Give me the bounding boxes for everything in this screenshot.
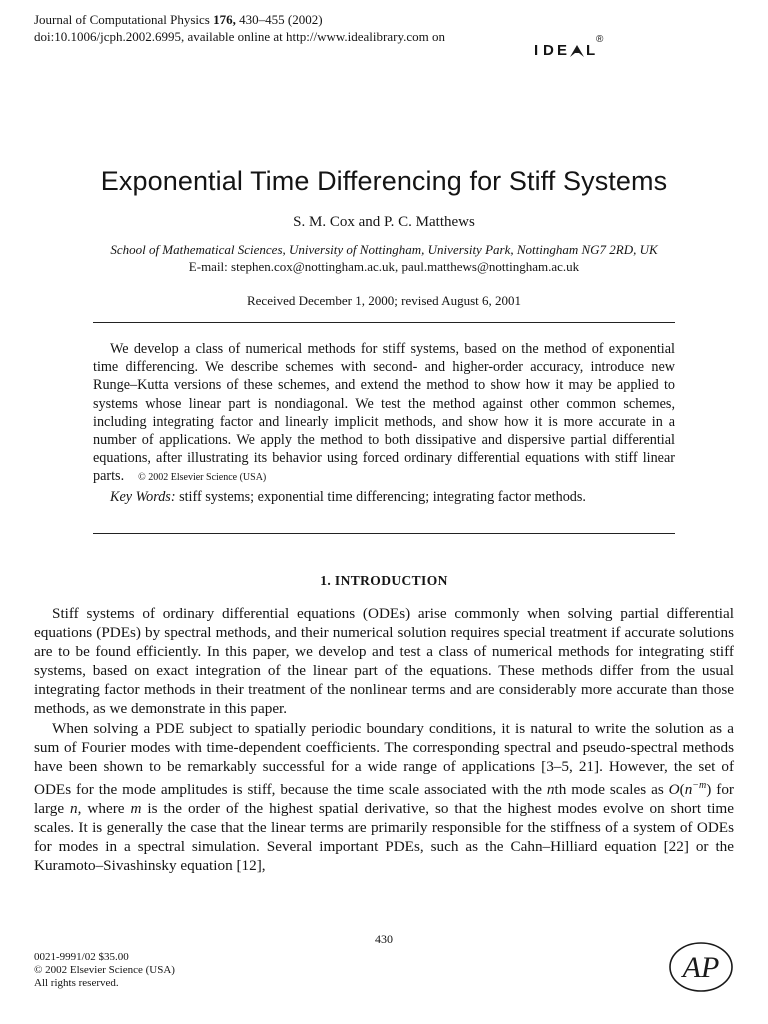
page-number: 430 bbox=[375, 932, 393, 946]
email-line: E-mail: stephen.cox@nottingham.ac.uk, paul.matthews@nottingham.ac.uk bbox=[188, 259, 580, 274]
ideal-logo: I D E L ® bbox=[534, 34, 604, 59]
math-paren-close: ) bbox=[706, 780, 712, 798]
section-heading: 1. INTRODUCTION bbox=[320, 573, 448, 588]
journal-citation bbox=[34, 11, 323, 28]
math-m: m bbox=[130, 800, 142, 817]
ap-logo-text: AP bbox=[682, 951, 720, 984]
p2-text-e: is the order of the highest spatial derivative, so that the highest modes evolve on short time scales. It is generally the case that the linear terms are primarily responsible for the stiffness of a system of ODEs for modes in a spectral simulation. Several important PDEs, such as the Cahn–Hilliard equation [22] or the Kuramoto–Sivashinsky equation [12], bbox=[34, 800, 734, 875]
journal-volume: 176, bbox=[213, 12, 236, 27]
journal-name: Journal of Computational Physics bbox=[34, 12, 214, 27]
keywords-text: stiff systems; exponential time differencing; integrating factor methods. bbox=[175, 488, 586, 505]
abstract-copyright: © 2002 Elsevier Science (USA) bbox=[138, 472, 267, 484]
authors: S. M. Cox and P. C. Matthews bbox=[293, 214, 475, 230]
intro-paragraph-1: Stiff systems of ordinary differential equations (ODEs) arise commonly when solving partial differential equations (PDEs) by spectral methods, and their numerical solution requires special treatment if accurate solutions are to be found efficiently. In this paper, we develop and test a class of numerical methods for integrating stiff systems, based on exact integration of the linear part of the equations. These methods differ from the usual integrating factor methods in their treatment of the nonlinear terms and are considerably more accurate than those methods, as we demonstrate in this paper. bbox=[34, 605, 734, 718]
registered-mark: ® bbox=[596, 34, 604, 45]
received-dates: Received December 1, 2000; revised August 6, 2001 bbox=[246, 293, 521, 308]
math-n: n bbox=[546, 780, 555, 798]
p2-text-b: th mode scales as bbox=[554, 780, 669, 798]
p2-text-c: for large bbox=[34, 780, 734, 817]
ideal-a-emblem-icon bbox=[569, 43, 585, 59]
footer-issn-price: 0021-9991/02 $35.00 bbox=[34, 951, 129, 963]
math-paren-open: ( bbox=[679, 780, 685, 798]
abstract bbox=[93, 340, 675, 506]
doi-line: doi:10.1006/jcph.2002.6995, available online at http://www.idealibrary.com on bbox=[34, 29, 445, 44]
p2-text-a: When solving a PDE subject to spatially periodic boundary conditions, it is natural to write the solution as a sum of Fourier modes with time-dependent coefficients. The corresponding spectral and pseudo-spectral methods have been shown to be remarkably successful for a wide range of applications [3–5, 21]. However, the set of ODEs for the mode amplitudes is stiff, because the time scale associated with the bbox=[34, 719, 734, 798]
keywords bbox=[93, 488, 675, 506]
paper-title: Exponential Time Differencing for Stiff Systems bbox=[100, 166, 668, 196]
academic-press-ap-logo-icon bbox=[668, 941, 734, 993]
introduction-body bbox=[34, 604, 734, 875]
footer-rights: All rights reserved. bbox=[34, 977, 119, 989]
math-big-o: O bbox=[668, 780, 680, 798]
abstract-top-rule bbox=[93, 322, 675, 323]
footer-copyright: © 2002 Elsevier Science (USA) bbox=[34, 964, 175, 976]
journal-pages-year: 430–455 (2002) bbox=[235, 12, 323, 27]
abstract-paragraph bbox=[93, 340, 675, 488]
math-exponent: −m bbox=[692, 779, 707, 791]
intro-paragraph-2 bbox=[34, 719, 734, 876]
affiliation: School of Mathematical Sciences, University of Nottingham, University Park, Nottingham NG7 2RD, UK bbox=[110, 242, 658, 257]
keywords-label: Key Words: bbox=[110, 488, 176, 505]
abstract-bottom-rule bbox=[93, 533, 675, 534]
math-n: n bbox=[70, 800, 78, 817]
abstract-text: We develop a class of numerical methods for stiff systems, based on the method of exponential time differencing. We describe schemes with second- and higher-order accuracy, introduce new Runge–Kutta versions of these schemes, and extend the method to show how it may be applied to systems whose linear part is nondiagonal. We test the method against other common schemes, including integrating factor and linearly implicit methods, and show how it is more accurate in a number of applications. We apply the method to both dissipative and dispersive partial differential equations, after illustrating its behavior using forced ordinary differential equations with stiff linear parts. bbox=[93, 341, 675, 485]
p2-text-d: , where bbox=[77, 800, 131, 817]
math-n: n bbox=[684, 780, 693, 798]
